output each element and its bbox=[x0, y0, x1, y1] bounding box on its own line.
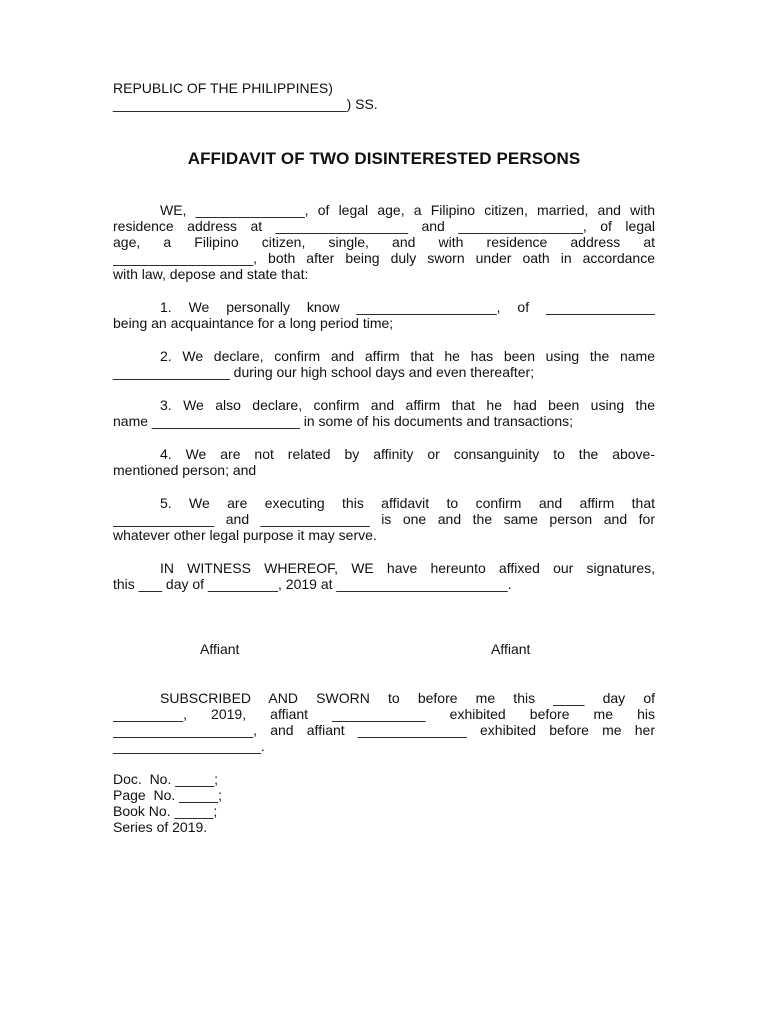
item-2-line-2: _______________ during our high school days and even thereafter; bbox=[113, 364, 535, 380]
affiant-right-label: Affiant bbox=[491, 641, 531, 657]
item-2-line-1: 2. We declare, confirm and affirm that he has been using the name bbox=[160, 348, 655, 364]
item-3-line-1: 3. We also declare, confirm and affirm that he had been using the bbox=[160, 397, 655, 413]
item-5-line-1: 5. We are executing this affidavit to confirm and affirm that bbox=[160, 495, 655, 511]
header-ss: ______________________________) SS. bbox=[113, 96, 378, 112]
item-4-line-2: mentioned person; and bbox=[113, 462, 257, 478]
intro-line-5: with law, depose and state that: bbox=[113, 266, 309, 282]
item-5-line-3: whatever other legal purpose it may serve. bbox=[113, 527, 377, 543]
intro-line-1: WE, ______________, of legal age, a Filipino citizen, married, and with bbox=[160, 202, 655, 218]
item-3-line-2: name ___________________ in some of his documents and transactions; bbox=[113, 413, 573, 429]
item-1-line-1: 1. We personally know __________________, of ______________ bbox=[160, 299, 655, 315]
witness-line-2: this ___ day of _________, 2019 at ______________________. bbox=[113, 576, 512, 592]
item-5-line-2: _____________ and ______________ is one and the same person and for bbox=[113, 511, 655, 527]
item-4-line-1: 4. We are not related by affinity or consanguinity to the above- bbox=[160, 446, 655, 462]
document-title: AFFIDAVIT OF TWO DISINTERESTED PERSONS bbox=[187, 149, 581, 168]
intro-line-4: __________________, both after being duly sworn under oath in accordance bbox=[113, 250, 655, 266]
subscribed-line-3: __________________, and affiant ______________ exhibited before me her bbox=[113, 722, 655, 738]
witness-line-1: IN WITNESS WHEREOF, WE have hereunto affixed our signatures, bbox=[160, 560, 655, 576]
notary-page-no: Page No. _____; bbox=[113, 787, 222, 803]
notary-series: Series of 2019. bbox=[113, 819, 208, 835]
item-1-line-2: being an acquaintance for a long period time; bbox=[113, 315, 394, 331]
notary-doc-no: Doc. No. _____; bbox=[113, 771, 219, 787]
subscribed-line-4: ___________________. bbox=[113, 738, 265, 754]
header-republic: REPUBLIC OF THE PHILIPPINES) bbox=[113, 80, 333, 96]
subscribed-line-2: _________, 2019, affiant ____________ exhibited before me his bbox=[113, 706, 655, 722]
intro-line-3: age, a Filipino citizen, single, and with residence address at bbox=[113, 234, 655, 250]
notary-book-no: Book No. _____; bbox=[113, 803, 218, 819]
intro-line-2: residence address at _________________ and ________________, of legal bbox=[113, 218, 655, 234]
affiant-left-label: Affiant bbox=[200, 641, 240, 657]
subscribed-line-1: SUBSCRIBED AND SWORN to before me this ____ day of bbox=[160, 690, 655, 706]
